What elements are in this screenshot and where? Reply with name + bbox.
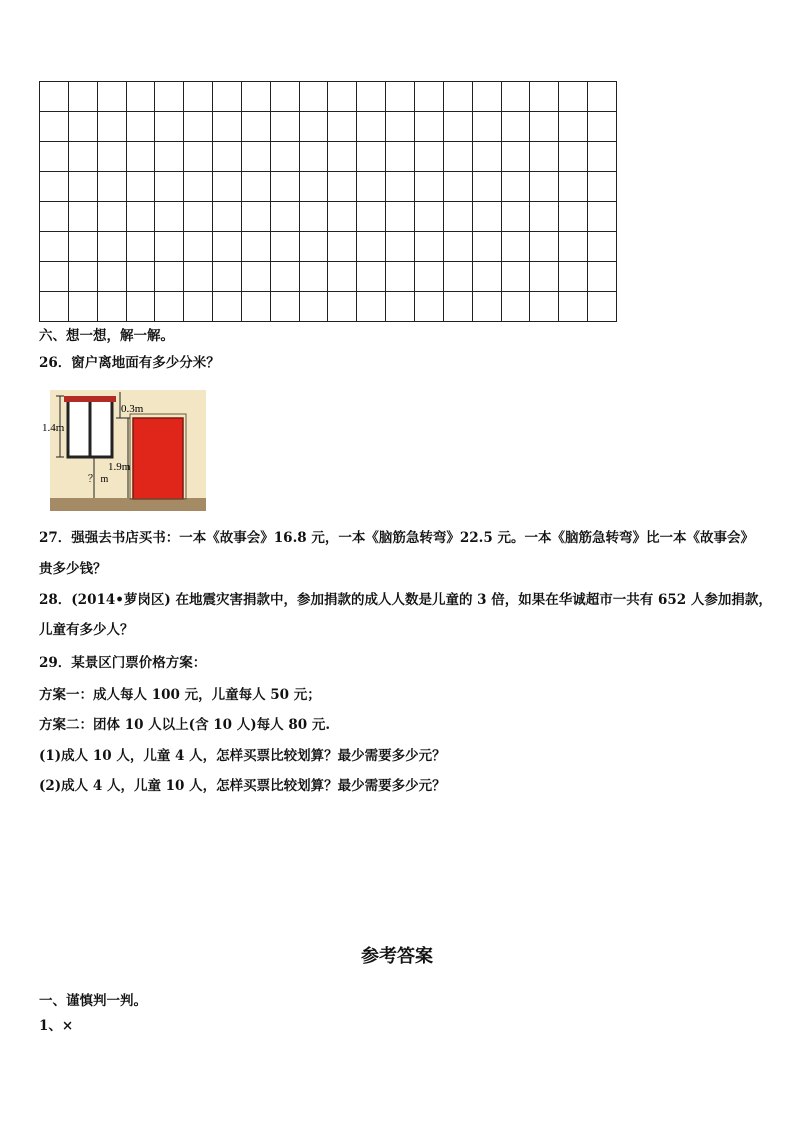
grid-cell — [357, 262, 386, 292]
grid-cell — [184, 82, 213, 112]
grid-cell — [241, 172, 270, 202]
grid-cell — [328, 112, 357, 142]
grid-cell — [126, 172, 155, 202]
grid-cell — [40, 112, 69, 142]
grid-cell — [357, 202, 386, 232]
grid-cell — [414, 232, 443, 262]
grid-cell — [68, 202, 97, 232]
grid-cell — [530, 142, 559, 172]
grid-cell — [588, 112, 617, 142]
question-26: 26．窗户离地面有多少分米？ — [39, 355, 220, 371]
grid-cell — [40, 142, 69, 172]
grid-cell — [559, 172, 588, 202]
label-door-height: 1.9m — [108, 461, 131, 473]
grid-cell — [155, 112, 184, 142]
grid-cell — [270, 262, 299, 292]
grid-cell — [68, 292, 97, 322]
grid-cell — [501, 112, 530, 142]
grid-cell — [501, 202, 530, 232]
grid-row — [40, 82, 617, 112]
grid-cell — [501, 172, 530, 202]
grid-row — [40, 142, 617, 172]
grid-cell — [501, 262, 530, 292]
answer-item-1: 1、× — [39, 1018, 74, 1034]
grid-cell — [213, 82, 242, 112]
grid-cell — [97, 292, 126, 322]
grid-cell — [213, 202, 242, 232]
grid-cell — [184, 202, 213, 232]
grid-cell — [357, 292, 386, 322]
writing-grid — [39, 81, 617, 322]
grid-cell — [155, 82, 184, 112]
curtain-rail — [64, 396, 116, 402]
grid-cell — [357, 112, 386, 142]
grid-cell — [155, 262, 184, 292]
grid-cell — [472, 292, 501, 322]
grid-cell — [155, 172, 184, 202]
grid-cell — [386, 292, 415, 322]
grid-cell — [386, 232, 415, 262]
grid-cell — [68, 82, 97, 112]
grid-cell — [270, 112, 299, 142]
grid-cell — [501, 292, 530, 322]
grid-cell — [299, 172, 328, 202]
grid-cell — [155, 142, 184, 172]
grid-cell — [530, 82, 559, 112]
grid-cell — [97, 232, 126, 262]
grid-cell — [299, 202, 328, 232]
grid-cell — [97, 262, 126, 292]
grid-cell — [40, 292, 69, 322]
grid-cell — [414, 142, 443, 172]
question-29-part-1: (1)成人 10 人，儿童 4 人，怎样买票比较划算？最少需要多少元？ — [39, 748, 446, 764]
grid-cell — [328, 232, 357, 262]
grid-cell — [472, 202, 501, 232]
grid-cell — [126, 232, 155, 262]
grid-cell — [414, 112, 443, 142]
grid-cell — [357, 172, 386, 202]
grid-cell — [40, 232, 69, 262]
window-door-figure — [42, 390, 206, 511]
grid-cell — [299, 142, 328, 172]
grid-cell — [386, 172, 415, 202]
grid-cell — [299, 292, 328, 322]
grid-cell — [213, 232, 242, 262]
grid-cell — [443, 292, 472, 322]
grid-cell — [328, 292, 357, 322]
grid-cell — [270, 232, 299, 262]
grid-cell — [588, 172, 617, 202]
grid-cell — [241, 82, 270, 112]
grid-cell — [299, 232, 328, 262]
grid-cell — [40, 82, 69, 112]
grid-cell — [241, 232, 270, 262]
grid-cell — [270, 172, 299, 202]
section-6-heading: 六、想一想，解一解。 — [39, 328, 174, 344]
grid-cell — [443, 262, 472, 292]
grid-cell — [559, 232, 588, 262]
grid-cell — [68, 262, 97, 292]
grid-cell — [40, 172, 69, 202]
grid-cell — [386, 82, 415, 112]
grid-cell — [530, 112, 559, 142]
grid-cell — [184, 112, 213, 142]
grid-row — [40, 292, 617, 322]
grid-cell — [559, 202, 588, 232]
grid-cell — [68, 112, 97, 142]
grid-cell — [270, 202, 299, 232]
grid-row — [40, 172, 617, 202]
grid-cell — [184, 292, 213, 322]
grid-cell — [155, 232, 184, 262]
grid-cell — [357, 142, 386, 172]
grid-cell — [357, 82, 386, 112]
grid-cell — [328, 172, 357, 202]
grid-cell — [414, 292, 443, 322]
grid-row — [40, 202, 617, 232]
question-28-line-2: 儿童有多少人？ — [39, 622, 134, 638]
grid-cell — [184, 142, 213, 172]
grid-cell — [155, 292, 184, 322]
grid-cell — [213, 142, 242, 172]
grid-cell — [472, 142, 501, 172]
grid-cell — [501, 142, 530, 172]
grid-cell — [530, 172, 559, 202]
question-29-plan-2: 方案二：团体 10 人以上(含 10 人)每人 80 元. — [39, 717, 331, 733]
grid-cell — [68, 232, 97, 262]
grid-cell — [184, 172, 213, 202]
grid-cell — [386, 112, 415, 142]
grid-cell — [126, 142, 155, 172]
grid-cell — [588, 82, 617, 112]
grid-cell — [588, 292, 617, 322]
grid-cell — [501, 232, 530, 262]
grid-cell — [559, 262, 588, 292]
answers-title: 参考答案 — [361, 946, 433, 967]
grid-cell — [68, 172, 97, 202]
grid-cell — [241, 112, 270, 142]
grid-cell — [559, 112, 588, 142]
grid-cell — [270, 142, 299, 172]
grid-cell — [472, 82, 501, 112]
grid-cell — [414, 202, 443, 232]
grid-cell — [270, 82, 299, 112]
question-27-line-2: 贵多少钱？ — [39, 561, 107, 577]
label-top-gap: 0.3m — [121, 403, 144, 415]
grid-cell — [443, 82, 472, 112]
floor — [50, 498, 206, 511]
grid-cell — [588, 262, 617, 292]
grid-cell — [386, 142, 415, 172]
grid-cell — [530, 292, 559, 322]
question-29-intro: 29．某景区门票价格方案： — [39, 655, 207, 671]
grid-cell — [530, 232, 559, 262]
grid-cell — [443, 172, 472, 202]
label-unknown: ？ m — [88, 474, 109, 485]
grid-cell — [213, 172, 242, 202]
grid-cell — [443, 142, 472, 172]
grid-cell — [472, 112, 501, 142]
grid-cell — [588, 232, 617, 262]
grid-cell — [386, 262, 415, 292]
grid-cell — [241, 142, 270, 172]
grid-cell — [97, 112, 126, 142]
grid-cell — [472, 262, 501, 292]
question-27-line-1: 27．强强去书店买书：一本《故事会》16.8 元，一本《脑筋急转弯》22.5 元。一本《脑筋急转弯》比一本《故事会》 — [39, 530, 754, 546]
grid-cell — [530, 202, 559, 232]
grid-cell — [588, 142, 617, 172]
grid-cell — [213, 262, 242, 292]
grid-cell — [357, 232, 386, 262]
question-29-plan-1: 方案一：成人每人 100 元，儿童每人 50 元； — [39, 687, 321, 703]
grid-cell — [443, 232, 472, 262]
grid-cell — [443, 112, 472, 142]
grid-cell — [241, 292, 270, 322]
grid-cell — [184, 232, 213, 262]
answers-section-1: 一、谨慎判一判。 — [39, 993, 147, 1009]
question-28-line-1: 28．(2014•萝岗区) 在地震灾害捐款中，参加捐款的成人人数是儿童的 3 倍，如果在华诚超市一共有 652 人参加捐款， — [39, 592, 772, 608]
grid-cell — [328, 262, 357, 292]
grid-cell — [530, 262, 559, 292]
grid-cell — [443, 202, 472, 232]
grid-cell — [472, 232, 501, 262]
grid-row — [40, 232, 617, 262]
grid-cell — [241, 262, 270, 292]
grid-cell — [97, 172, 126, 202]
grid-cell — [328, 82, 357, 112]
grid-cell — [299, 82, 328, 112]
grid-cell — [472, 172, 501, 202]
grid-cell — [97, 142, 126, 172]
door — [133, 418, 183, 499]
grid-cell — [559, 142, 588, 172]
grid-cell — [126, 112, 155, 142]
grid-cell — [126, 262, 155, 292]
grid-cell — [40, 202, 69, 232]
grid-cell — [213, 112, 242, 142]
grid-cell — [299, 262, 328, 292]
grid-cell — [559, 292, 588, 322]
grid-cell — [414, 262, 443, 292]
grid-cell — [126, 292, 155, 322]
question-29-part-2: (2)成人 4 人，儿童 10 人，怎样买票比较划算？最少需要多少元？ — [39, 778, 446, 794]
grid-cell — [414, 172, 443, 202]
grid-cell — [213, 292, 242, 322]
grid-cell — [414, 82, 443, 112]
grid-cell — [299, 112, 328, 142]
grid-cell — [241, 202, 270, 232]
grid-row — [40, 112, 617, 142]
grid-cell — [386, 202, 415, 232]
grid-cell — [328, 202, 357, 232]
grid-cell — [40, 262, 69, 292]
grid-row — [40, 262, 617, 292]
grid-cell — [97, 202, 126, 232]
label-window-height: 1.4m — [42, 422, 65, 434]
grid-cell — [97, 82, 126, 112]
grid-cell — [559, 82, 588, 112]
grid-cell — [501, 82, 530, 112]
grid-cell — [588, 202, 617, 232]
grid-cell — [184, 262, 213, 292]
grid-cell — [155, 202, 184, 232]
grid-cell — [126, 82, 155, 112]
grid-cell — [328, 142, 357, 172]
grid-cell — [126, 202, 155, 232]
grid-cell — [68, 142, 97, 172]
grid-cell — [270, 292, 299, 322]
